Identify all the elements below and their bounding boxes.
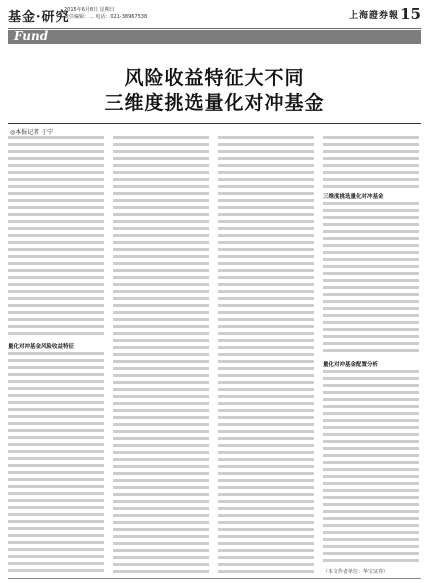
masthead-rule [8, 28, 421, 29]
paragraph-block [323, 202, 419, 356]
article-sign-off: （本文作者单位：华宝证券） [323, 569, 389, 575]
subhead-1: 量化对冲基金风险收益特征 [8, 344, 75, 350]
masthead-editor-info: 责任编辑：... 电话：021-38967538 [64, 14, 148, 20]
article-byline: ◎本报记者 于宁 [10, 129, 54, 136]
section-name: 基金·研究 [8, 10, 70, 25]
paragraph-block [323, 136, 419, 188]
headline-line-2: 三维度挑选量化对冲基金 [104, 92, 325, 114]
paragraph-block [323, 370, 419, 566]
subhead-2: 三维度挑选量化对冲基金 [323, 194, 384, 200]
article-column-4 [323, 136, 419, 576]
masthead-meta [64, 7, 147, 21]
article-column-2 [113, 136, 209, 576]
section-band-label: Fund [14, 29, 49, 43]
article-column-3 [218, 136, 314, 576]
headline-rule [8, 123, 421, 124]
masthead-date: 2015年6月8日 星期日 [64, 7, 115, 13]
paragraph-block [218, 136, 314, 576]
headline-line-1: 风险收益特征大不同 [124, 67, 305, 89]
paper-name: 上海證券報 [348, 11, 399, 21]
paragraph-block [8, 352, 104, 576]
page-number: 15 [400, 5, 421, 23]
paragraph-block [113, 136, 209, 576]
page-footer-rule [8, 578, 421, 579]
subhead-3: 量化对冲基金配置分析 [323, 362, 379, 368]
article-body [8, 136, 421, 576]
masthead [8, 6, 421, 28]
paragraph-block [8, 136, 104, 336]
article-column-1 [8, 136, 104, 576]
section-band [8, 30, 421, 44]
article-headline [8, 66, 421, 116]
